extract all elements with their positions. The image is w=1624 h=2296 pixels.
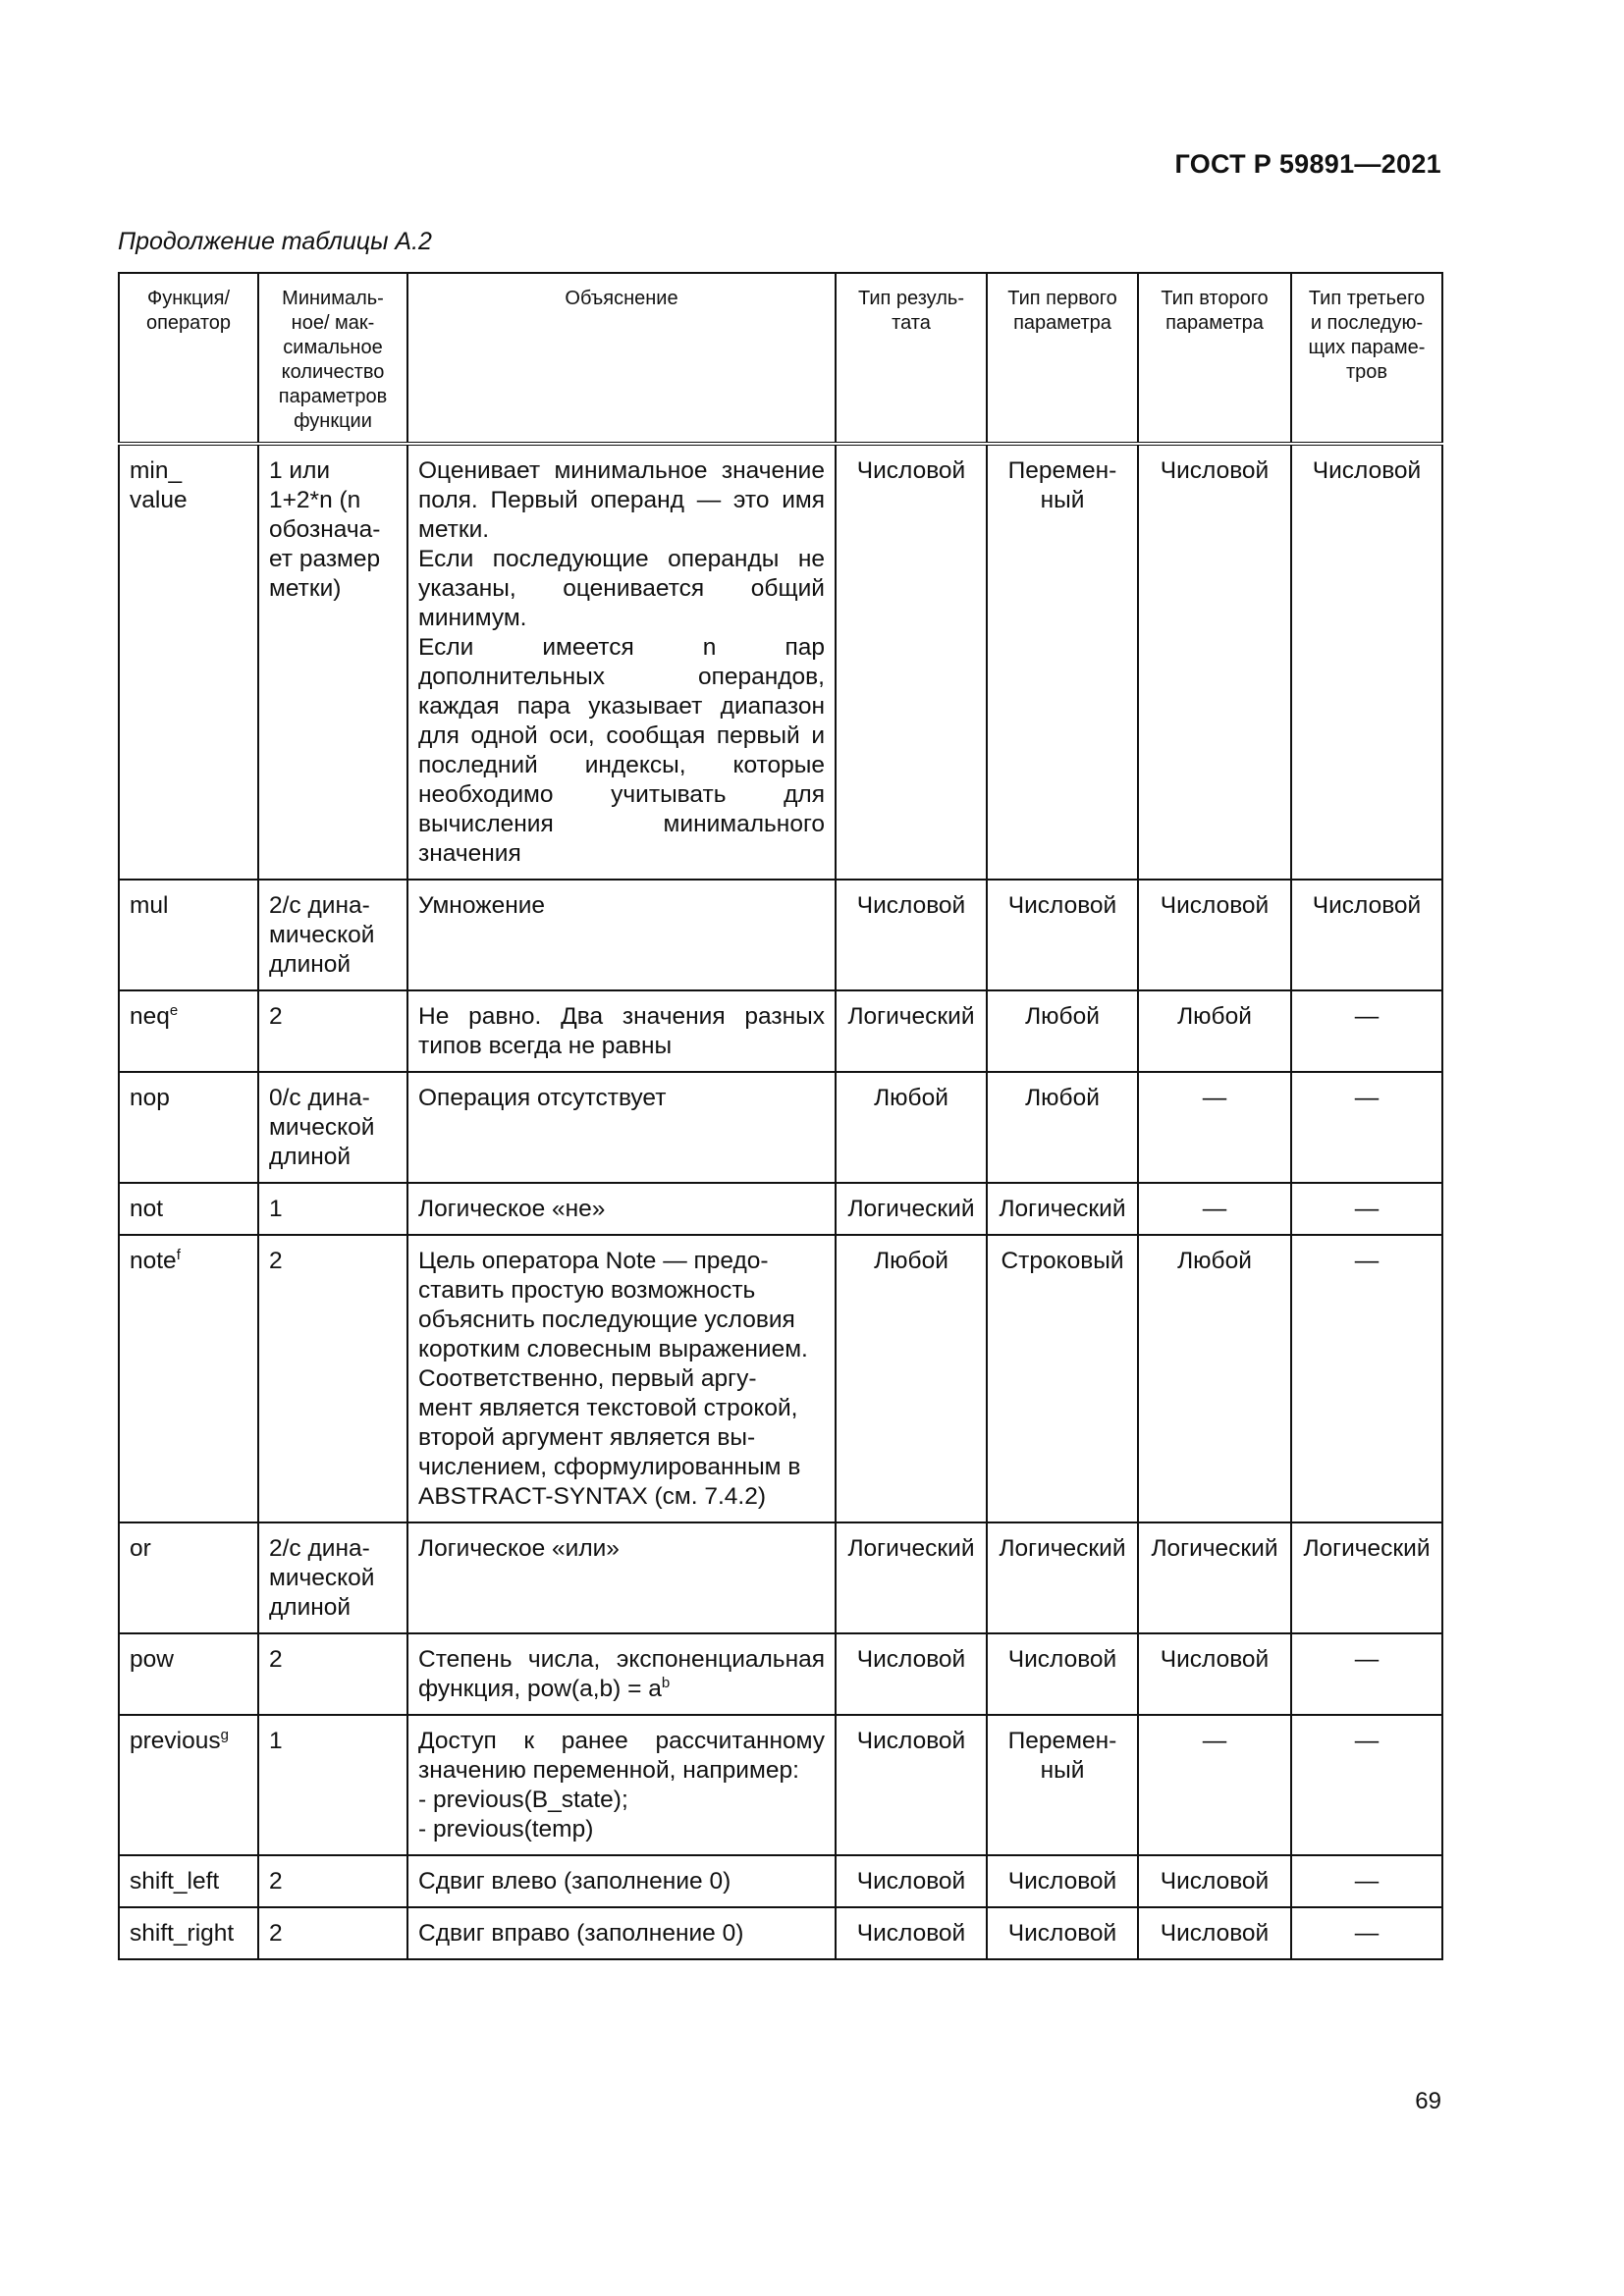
cell-function-name <box>119 880 258 990</box>
cell-line: Числовой <box>1160 1920 1270 1947</box>
cell-line: ный <box>1040 487 1085 513</box>
cell-line: Числовой <box>1312 457 1422 484</box>
cell-first-param-type <box>987 1183 1138 1235</box>
cell-second-param-type <box>1138 1715 1291 1855</box>
function-name: not <box>130 1196 164 1222</box>
cell-explanation <box>407 1633 836 1715</box>
cell-line: Любой <box>874 1085 948 1111</box>
explanation-text: второй аргумент является вы- <box>418 1424 756 1451</box>
table-row <box>119 1907 1442 1959</box>
cell-line: тров <box>1345 361 1388 383</box>
explanation-text: Сдвиг влево (заполнение 0) <box>418 1868 731 1895</box>
cell-param-count <box>258 1907 407 1959</box>
cell-param-count <box>258 1183 407 1235</box>
cell-line: Перемен- <box>1007 457 1117 484</box>
cell-result-type <box>836 444 987 880</box>
cell-line: Функция/ <box>146 288 230 309</box>
cell-line: Логический <box>847 1196 975 1222</box>
cell-second-param-type <box>1138 990 1291 1072</box>
cell-line: Числовой <box>1160 1868 1270 1895</box>
cell-function-name <box>119 1183 258 1235</box>
cell-line: — <box>1354 1196 1380 1222</box>
cell-line: Любой <box>1177 1248 1252 1274</box>
cell-line: ный <box>1040 1757 1085 1784</box>
cell-function-name <box>119 1235 258 1522</box>
function-name: shift_right <box>130 1920 235 1947</box>
cell-function-name <box>119 1907 258 1959</box>
cell-line: — <box>1354 1728 1380 1754</box>
cell-third-param-type <box>1291 1907 1442 1959</box>
cell-line: оператор <box>145 312 232 334</box>
cell-first-param-type <box>987 1907 1138 1959</box>
cell-line: — <box>1354 1868 1380 1895</box>
table-row <box>119 1715 1442 1855</box>
cell-line: количество <box>281 361 385 383</box>
cell-line: Числовой <box>1160 1646 1270 1673</box>
cell-first-param-type <box>987 1522 1138 1633</box>
cell-line: 2 <box>269 1868 283 1895</box>
cell-second-param-type <box>1138 1633 1291 1715</box>
cell-line: Числовой <box>1007 1920 1117 1947</box>
cell-third-param-type <box>1291 1522 1442 1633</box>
cell-function-name <box>119 1715 258 1855</box>
cell-line: длиной <box>269 951 352 978</box>
explanation-text: числением, сформулированным в <box>418 1454 801 1480</box>
table-row <box>119 880 1442 990</box>
cell-line: Числовой <box>1160 892 1270 919</box>
cell-line: Числовой <box>856 1868 966 1895</box>
function-name: nop <box>130 1085 170 1111</box>
cell-line: мической <box>269 1114 375 1141</box>
cell-result-type <box>836 1907 987 1959</box>
cell-line: Тип резуль- <box>858 288 964 309</box>
column-header-function-operator <box>119 273 258 444</box>
cell-line: Числовой <box>1007 1868 1117 1895</box>
cell-line: длиной <box>269 1594 352 1621</box>
cell-first-param-type <box>987 990 1138 1072</box>
cell-line: Тип первого <box>1007 288 1117 309</box>
cell-function-name <box>119 1855 258 1907</box>
function-name: pow <box>130 1646 174 1673</box>
cell-line: ное/ мак- <box>291 312 375 334</box>
cell-third-param-type <box>1291 1715 1442 1855</box>
cell-line: Числовой <box>1312 892 1422 919</box>
cell-result-type <box>836 1855 987 1907</box>
cell-first-param-type <box>987 1072 1138 1183</box>
table-row <box>119 1072 1442 1183</box>
cell-line: метки) <box>269 575 342 602</box>
function-name: mul <box>130 892 169 919</box>
cell-param-count <box>258 1855 407 1907</box>
cell-param-count <box>258 1633 407 1715</box>
table-row <box>119 1855 1442 1907</box>
cell-line: Логический <box>1151 1535 1278 1562</box>
cell-line: Числовой <box>1007 892 1117 919</box>
exponent-mark: b <box>661 1674 671 1691</box>
cell-line: 2/с дина- <box>269 1535 370 1562</box>
cell-line: длиной <box>269 1144 352 1170</box>
cell-line: 1 <box>269 1728 283 1754</box>
cell-result-type <box>836 1522 987 1633</box>
cell-result-type <box>836 990 987 1072</box>
cell-line: — <box>1354 1085 1380 1111</box>
explanation-text: Умножение <box>418 892 546 919</box>
function-name: min_ <box>130 457 183 484</box>
cell-explanation <box>407 1235 836 1522</box>
cell-explanation <box>407 1907 836 1959</box>
cell-line: Любой <box>1025 1003 1100 1030</box>
cell-param-count <box>258 1522 407 1633</box>
cell-second-param-type <box>1138 1183 1291 1235</box>
cell-third-param-type <box>1291 1855 1442 1907</box>
function-name: neq$^e$ <box>130 1001 179 1030</box>
table-row <box>119 1235 1442 1522</box>
cell-line: — <box>1202 1728 1227 1754</box>
cell-function-name <box>119 990 258 1072</box>
cell-line: Числовой <box>856 892 966 919</box>
cell-line: 1 или <box>269 457 331 484</box>
cell-function-name <box>119 1633 258 1715</box>
cell-line: Любой <box>1025 1085 1100 1111</box>
explanation-text: Цель оператора Note — предо- <box>418 1248 769 1274</box>
explanation-text: - previous(temp) <box>418 1816 594 1842</box>
cell-result-type <box>836 880 987 990</box>
explanation-text: Сдвиг вправо (заполнение 0) <box>418 1920 744 1947</box>
explanation-text: Логическое «или» <box>418 1535 620 1562</box>
explanation-text: коротким словесным выражением. <box>418 1336 808 1362</box>
cell-line: 2/с дина- <box>269 892 370 919</box>
cell-explanation <box>407 1072 836 1183</box>
cell-line: параметра <box>1165 312 1264 334</box>
cell-line: Строковый <box>1001 1248 1124 1274</box>
footnote-mark: e <box>169 1001 179 1019</box>
cell-function-name <box>119 444 258 880</box>
cell-result-type <box>836 1633 987 1715</box>
cell-third-param-type <box>1291 1633 1442 1715</box>
cell-param-count <box>258 444 407 880</box>
cell-line: 2 <box>269 1248 283 1274</box>
explanation-text: мент является текстовой строкой, <box>418 1395 798 1421</box>
cell-explanation <box>407 1715 836 1855</box>
cell-line: — <box>1354 1646 1380 1673</box>
cell-line: Логический <box>847 1003 975 1030</box>
table-row <box>119 444 1442 880</box>
footnote-mark: f <box>176 1246 181 1263</box>
cell-line: Числовой <box>856 1646 966 1673</box>
cell-second-param-type <box>1138 1855 1291 1907</box>
function-name: note$^f$ <box>130 1246 181 1274</box>
column-header-first-param-type <box>987 273 1138 444</box>
cell-second-param-type <box>1138 444 1291 880</box>
cell-line: Логический <box>847 1535 975 1562</box>
table-row <box>119 990 1442 1072</box>
cell-line: 1 <box>269 1196 283 1222</box>
cell-explanation <box>407 990 836 1072</box>
cell-line: Числовой <box>856 457 966 484</box>
footnote-mark: g <box>220 1726 229 1743</box>
cell-line: мической <box>269 1565 375 1591</box>
cell-line: Логический <box>999 1196 1126 1222</box>
functions-table <box>118 272 1443 1960</box>
column-header-param-count <box>258 273 407 444</box>
table-caption: Продолжение таблицы А.2 <box>118 228 432 255</box>
cell-explanation <box>407 880 836 990</box>
cell-line: — <box>1354 1920 1380 1947</box>
cell-line: 0/с дина- <box>269 1085 370 1111</box>
cell-function-name <box>119 1072 258 1183</box>
cell-line: Числовой <box>856 1728 966 1754</box>
cell-second-param-type <box>1138 1235 1291 1522</box>
cell-line: 2 <box>269 1920 283 1947</box>
cell-line: мической <box>269 922 375 948</box>
cell-third-param-type <box>1291 1235 1442 1522</box>
cell-result-type <box>836 1235 987 1522</box>
cell-param-count <box>258 880 407 990</box>
table-header-row <box>119 273 1442 444</box>
explanation-text: Соответственно, первый аргу- <box>418 1365 757 1392</box>
explanation-text: объяснить последующие условия <box>418 1307 795 1333</box>
cell-line: Любой <box>874 1248 948 1274</box>
cell-line: 2 <box>269 1003 283 1030</box>
cell-function-name <box>119 1522 258 1633</box>
cell-line: Логический <box>1303 1535 1431 1562</box>
explanation-text: ABSTRACT-SYNTAX (см. 7.4.2) <box>418 1483 767 1510</box>
cell-result-type <box>836 1072 987 1183</box>
cell-third-param-type <box>1291 444 1442 880</box>
document-code: ГОСТ Р 59891—2021 <box>1174 149 1441 179</box>
cell-explanation <box>407 1855 836 1907</box>
column-header-explanation <box>407 273 836 444</box>
function-name: or <box>130 1535 151 1562</box>
cell-third-param-type <box>1291 880 1442 990</box>
cell-line: Объяснение <box>565 288 678 309</box>
cell-line: Перемен- <box>1007 1728 1117 1754</box>
cell-second-param-type <box>1138 880 1291 990</box>
explanation-text: Не равно. Два значения разных типов всегда не равны <box>418 1003 825 1059</box>
cell-first-param-type <box>987 1715 1138 1855</box>
cell-line: тата <box>892 312 931 334</box>
cell-line: Логический <box>999 1535 1126 1562</box>
cell-line: Числовой <box>1007 1646 1117 1673</box>
table-body <box>119 444 1442 1959</box>
function-name: value <box>130 487 188 513</box>
cell-first-param-type <box>987 1235 1138 1522</box>
explanation-text: Доступ к ранее рассчитанному значению переменной, например: <box>418 1728 825 1784</box>
cell-line: — <box>1354 1003 1380 1030</box>
cell-param-count <box>258 1235 407 1522</box>
page-number: 69 <box>1415 2088 1441 2114</box>
cell-param-count <box>258 1072 407 1183</box>
cell-explanation <box>407 1183 836 1235</box>
cell-line: щих параме- <box>1308 337 1426 358</box>
cell-first-param-type <box>987 1855 1138 1907</box>
cell-explanation <box>407 1522 836 1633</box>
cell-second-param-type <box>1138 1072 1291 1183</box>
cell-result-type <box>836 1183 987 1235</box>
cell-result-type <box>836 1715 987 1855</box>
cell-line: параметра <box>1013 312 1111 334</box>
cell-line: Тип третьего <box>1308 288 1426 309</box>
cell-param-count <box>258 1715 407 1855</box>
function-name: shift_left <box>130 1868 220 1895</box>
cell-first-param-type <box>987 1633 1138 1715</box>
cell-line: Минималь- <box>282 288 384 309</box>
explanation-text: Если последующие операнды не указаны, оценивается общий минимум. <box>418 546 825 631</box>
cell-line: — <box>1202 1196 1227 1222</box>
cell-line: — <box>1202 1085 1227 1111</box>
column-header-result-type <box>836 273 987 444</box>
cell-line: — <box>1354 1248 1380 1274</box>
explanation-text: Если имеется n пар дополнительных операндов, каждая пара указывает диапазон для одной оси, сообщая первый и последний индексы, которые необходимо учитывать для вычисления минимального значения <box>418 634 825 867</box>
explanation-text: Оценивает минимальное значение поля. Первый операнд — это имя метки. <box>418 457 825 543</box>
cell-explanation <box>407 444 836 880</box>
cell-line: параметров <box>278 386 388 407</box>
table-row <box>119 1522 1442 1633</box>
cell-first-param-type <box>987 444 1138 880</box>
table-row <box>119 1183 1442 1235</box>
cell-line: ет размер <box>269 546 381 572</box>
cell-param-count <box>258 990 407 1072</box>
column-header-third-param-type <box>1291 273 1442 444</box>
cell-line: 1+2*n (n <box>269 487 361 513</box>
table-row <box>119 1633 1442 1715</box>
cell-line: Числовой <box>856 1920 966 1947</box>
cell-line: Тип второго <box>1161 288 1269 309</box>
cell-line: Числовой <box>1160 457 1270 484</box>
cell-line: Любой <box>1177 1003 1252 1030</box>
cell-line: симальное <box>283 337 383 358</box>
cell-second-param-type <box>1138 1522 1291 1633</box>
cell-second-param-type <box>1138 1907 1291 1959</box>
cell-first-param-type <box>987 880 1138 990</box>
explanation-text: Операция отсутствует <box>418 1085 667 1111</box>
cell-line: функции <box>294 410 372 432</box>
column-header-second-param-type <box>1138 273 1291 444</box>
cell-third-param-type <box>1291 1072 1442 1183</box>
cell-third-param-type <box>1291 990 1442 1072</box>
cell-line: и последую- <box>1310 312 1424 334</box>
explanation-text: - previous(B_state); <box>418 1787 628 1813</box>
cell-third-param-type <box>1291 1183 1442 1235</box>
cell-line: обознача- <box>269 516 381 543</box>
function-name: previous$^g$ <box>130 1726 229 1754</box>
explanation-text: Логическое «не» <box>418 1196 606 1222</box>
explanation-text: Степень числа, экспоненциальная функция, $pow(a,b) = a^b$ <box>418 1646 825 1702</box>
cell-line: 2 <box>269 1646 283 1673</box>
explanation-text: ставить простую возможность <box>418 1277 756 1304</box>
